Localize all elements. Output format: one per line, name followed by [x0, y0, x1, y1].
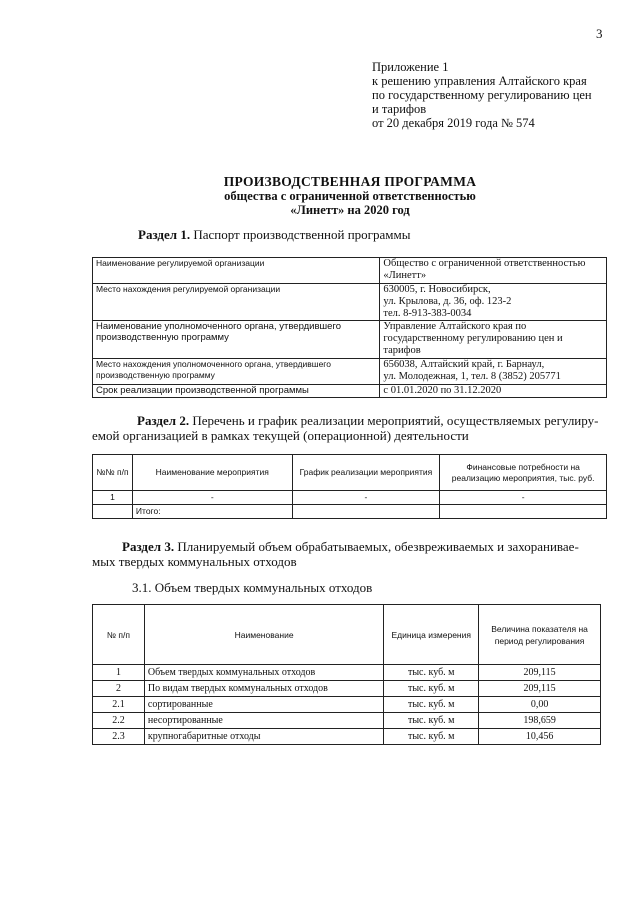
table-cell: 1	[93, 491, 133, 505]
page-number: 3	[596, 26, 603, 41]
cell-line: 630005, г. Новосибирск,	[383, 284, 491, 295]
cell-line: тел. 8-913-383-0034	[383, 308, 472, 319]
events-table	[92, 454, 607, 519]
table-cell: -	[292, 491, 440, 505]
waste-volume-table	[92, 604, 601, 745]
table-row	[93, 385, 607, 398]
section2-label: Раздел 2.	[137, 413, 190, 428]
table-cell: 2	[93, 681, 145, 697]
section3-label: Раздел 3.	[122, 539, 175, 554]
appendix-line: от 20 декабря 2019 года № 574	[372, 116, 535, 130]
table-cell: 209,115	[479, 681, 601, 697]
section2-line	[92, 413, 607, 428]
table-cell	[380, 321, 607, 359]
table-row	[93, 713, 601, 729]
section2-heading	[92, 413, 607, 443]
appendix-header	[372, 60, 592, 130]
table-cell: 2.3	[93, 729, 145, 745]
table-row	[93, 258, 607, 284]
table-cell: По видам твердых коммунальных отходов	[144, 681, 383, 697]
title-line: «Линетт» на 2020 год	[290, 203, 410, 217]
cell-line: ул. Молодежная, 1, тел. 8 (3852) 205771	[383, 371, 561, 382]
table-cell: тыс. куб. м	[384, 697, 479, 713]
table-cell: 198,659	[479, 713, 601, 729]
appendix-line: и тарифов	[372, 102, 427, 116]
table-row	[93, 505, 607, 519]
column-header: Величина показателя на период регулирования	[479, 605, 601, 665]
document-title	[150, 174, 550, 217]
table-cell: крупногабаритные отходы	[144, 729, 383, 745]
subsection-title: 3.1. Объем твердых коммунальных отходов	[132, 580, 373, 595]
title-line: общества с ограниченной ответственностью	[224, 189, 476, 203]
table-row	[93, 681, 601, 697]
table-cell: Наименование уполномоченного органа, утвердившего производственную программу	[93, 321, 380, 359]
table-cell	[380, 258, 607, 284]
table-cell: сортированные	[144, 697, 383, 713]
table-cell: тыс. куб. м	[384, 681, 479, 697]
title-line: ПРОИЗВОДСТВЕННАЯ ПРОГРАММА	[223, 174, 477, 189]
section1-heading	[138, 227, 410, 242]
table-row	[93, 665, 601, 681]
column-header: Наименование мероприятия	[132, 455, 292, 491]
passport-table	[92, 257, 607, 398]
section3-heading	[92, 539, 607, 569]
cell-line: Общество с ограниченной ответственностью	[383, 258, 586, 269]
table-row	[93, 359, 607, 385]
table-cell	[292, 505, 440, 519]
section2-text: Перечень и график реализации мероприятий, осуществляемых регулиру-	[192, 413, 599, 428]
table-row	[93, 491, 607, 505]
table-cell	[380, 284, 607, 321]
table-cell: 1	[93, 665, 145, 681]
table-cell	[93, 505, 133, 519]
table-row	[93, 284, 607, 321]
section3-line	[92, 539, 607, 554]
table-cell: Срок реализации производственной программы	[93, 385, 380, 398]
table-cell: 209,115	[479, 665, 601, 681]
table-cell: 2.1	[93, 697, 145, 713]
column-header: Единица измерения	[384, 605, 479, 665]
column-header: №№ п/п	[93, 455, 133, 491]
table-cell: 10,456	[479, 729, 601, 745]
cell-line: тарифов	[383, 345, 421, 356]
table-cell: тыс. куб. м	[384, 665, 479, 681]
cell-line: «Линетт»	[383, 270, 427, 281]
table-cell: с 01.01.2020 по 31.12.2020	[380, 385, 607, 398]
table-cell	[380, 359, 607, 385]
table-cell: несортированные	[144, 713, 383, 729]
table-cell: Объем твердых коммунальных отходов	[144, 665, 383, 681]
section3-text: Планируемый объем обрабатываемых, обезвреживаемых и захоранивае-	[177, 539, 579, 554]
cell-line: ул. Крылова, д. 36, оф. 123-2	[383, 296, 512, 307]
column-header: Финансовые потребности на реализацию мероприятия, тыс. руб.	[440, 455, 607, 491]
column-header: № п/п	[93, 605, 145, 665]
cell-line: государственному регулированию цен и	[383, 333, 563, 344]
section2-line: емой организацией в рамках текущей (операционной) деятельности	[92, 428, 469, 443]
table-cell: 0,00	[479, 697, 601, 713]
column-header: График реализации мероприятия	[292, 455, 440, 491]
table-cell	[440, 505, 607, 519]
table-cell: Наименование регулируемой организации	[93, 258, 380, 284]
table-cell: Место нахождения уполномоченного органа, утвердившего производственную программу	[93, 359, 380, 385]
column-header: Наименование	[144, 605, 383, 665]
table-row	[93, 321, 607, 359]
table-cell: Итого:	[132, 505, 292, 519]
table-cell: -	[132, 491, 292, 505]
table-cell: 2.2	[93, 713, 145, 729]
table-header-row	[93, 605, 601, 665]
table-row	[93, 729, 601, 745]
table-row	[93, 697, 601, 713]
section3-line: мых твердых коммунальных отходов	[92, 554, 297, 569]
section1-label: Раздел 1.	[138, 227, 191, 242]
table-cell: тыс. куб. м	[384, 713, 479, 729]
cell-line: 656038, Алтайский край, г. Барнаул,	[383, 359, 545, 370]
table-header-row	[93, 455, 607, 491]
table-cell: тыс. куб. м	[384, 729, 479, 745]
cell-line: Управление Алтайского края по	[383, 321, 527, 332]
table-cell: -	[440, 491, 607, 505]
section1-text: Паспорт производственной программы	[193, 227, 411, 242]
table-cell: Место нахождения регулируемой организации	[93, 284, 380, 321]
appendix-line: к решению управления Алтайского края	[372, 74, 587, 88]
appendix-line: Приложение 1	[372, 60, 449, 74]
appendix-line: по государственному регулированию цен	[372, 88, 592, 102]
